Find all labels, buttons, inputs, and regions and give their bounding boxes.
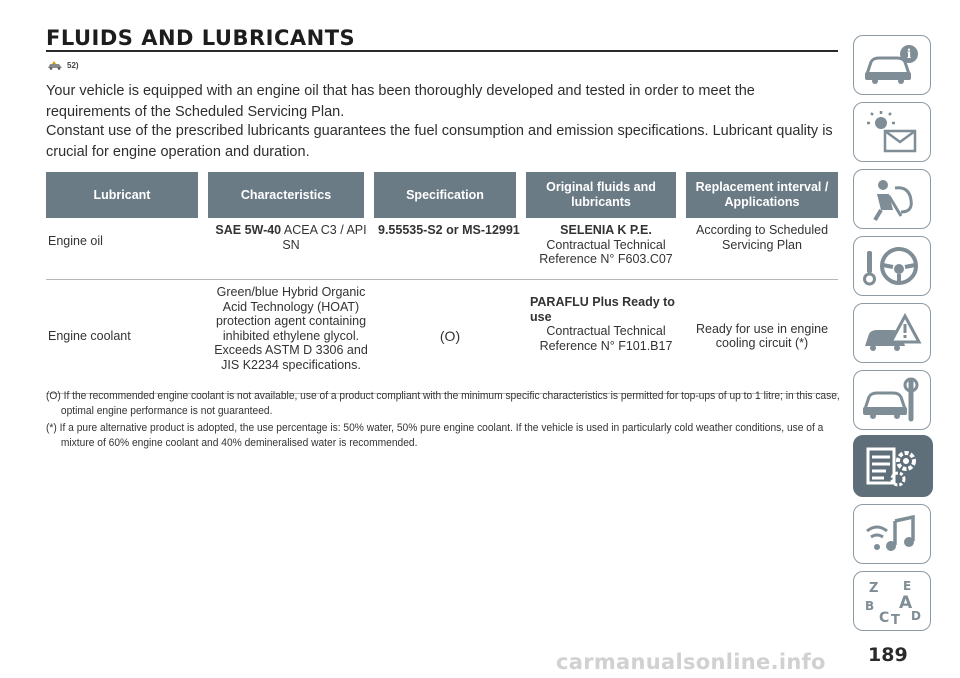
warning-lights-icon	[861, 109, 923, 155]
cell-specification: 9.55535-S2 or MS-12991	[374, 218, 526, 280]
index-letter: B	[865, 599, 875, 613]
index-icon	[861, 578, 923, 624]
steering-wheel-icon	[861, 243, 923, 289]
header-lubricant: Lubricant	[46, 172, 208, 218]
index-letter: D	[911, 609, 921, 623]
index-letter: A	[899, 593, 913, 613]
cell-interval: According to Scheduled Servicing Plan	[686, 218, 838, 280]
index-letter: E	[903, 579, 912, 593]
tab-multimedia[interactable]	[853, 504, 931, 564]
title-rule	[46, 50, 838, 52]
watermark: carmanualsonline.info	[556, 650, 826, 674]
footnote-asterisk: (*) If a pure alternative product is adopted, the use percentage is: 50% water, 50% pure engine coolant. If the vehicle is used in particularly cold weather conditions, use of a mixture of 60% engine coolant and 40% demineralised water is recommended.	[46, 422, 824, 449]
technical-specs-icon	[862, 443, 924, 489]
cell-characteristics	[208, 218, 374, 280]
safety-airbag-icon	[861, 176, 923, 222]
svg-text:i: i	[906, 47, 912, 61]
tab-safety[interactable]	[853, 169, 931, 229]
page-number: 189	[868, 644, 908, 666]
maintenance-icon	[861, 377, 923, 423]
cell-original-fluid	[526, 218, 686, 280]
cell-original-fluid	[526, 280, 686, 394]
tab-maintenance[interactable]	[853, 370, 931, 430]
footnote-o: (O) If the recommended engine coolant is not available, use of a product compliant with the minimum specific characteristics is permitted for top-ups of up to 1 litre; in this case, optimal engine performance is not guaranteed.	[46, 390, 840, 417]
tab-warning-lights[interactable]	[853, 102, 931, 162]
table-row	[46, 280, 838, 394]
fluid-name: SELENIA K P.E.	[560, 223, 652, 237]
viscosity-grade: SAE 5W-40	[215, 223, 282, 237]
cell-characteristics: Green/blue Hybrid Organic Acid Technology (HOAT) protection agent containing inhibited ethylene glycol. Exceeds ASTM D 3306 and JIS K2234 specifications.	[208, 280, 374, 394]
index-letter: C	[879, 610, 890, 624]
header-original-fluids: Original fluids and lubricants	[526, 172, 686, 218]
tab-technical-specs[interactable]	[853, 435, 933, 497]
footnotes	[46, 389, 842, 453]
fluid-reference: Contractual Technical Reference N° F603.C07	[539, 237, 673, 266]
cell-lubricant: Engine oil	[46, 218, 208, 280]
tab-emergency[interactable]	[853, 303, 931, 363]
intro-paragraph-2: Constant use of the prescribed lubricants guarantees the fuel consumption and emission specifications. Lubricant quality is crucial for engine operation and duration.	[46, 123, 833, 160]
header-characteristics: Characteristics	[208, 172, 374, 218]
warning-car-icon	[46, 60, 64, 70]
fluids-table	[46, 172, 838, 394]
cell-lubricant: Engine coolant	[46, 280, 208, 394]
tab-index[interactable]	[853, 571, 931, 631]
char-text: ACEA C3 / API SN	[281, 223, 367, 252]
cell-interval: Ready for use in engine cooling circuit (*)	[686, 280, 838, 394]
index-letter: Z	[869, 581, 879, 596]
tab-car-info[interactable]	[853, 35, 931, 95]
multimedia-icon	[861, 511, 923, 557]
header-replacement-interval: Replacement interval / Applications	[686, 172, 838, 218]
cell-specification: (O)	[374, 280, 526, 394]
fluid-name: PARAFLU Plus Ready to use	[530, 295, 675, 324]
table-header-row	[46, 172, 838, 218]
reference-note	[46, 60, 79, 70]
fluid-reference: Contractual Technical Reference N° F101.B17	[539, 324, 673, 353]
car-info-icon	[861, 42, 923, 88]
intro-paragraph-1: Your vehicle is equipped with an engine oil that has been thoroughly developed and tested in order to meet the requirements of the Scheduled Servicing Plan.	[46, 83, 755, 120]
emergency-icon	[861, 310, 923, 356]
index-letter: T	[891, 613, 900, 624]
header-specification: Specification	[374, 172, 526, 218]
table-row	[46, 218, 838, 280]
tab-starting-driving[interactable]	[853, 236, 931, 296]
page-title: FLUIDS AND LUBRICANTS	[46, 26, 356, 50]
reference-number: 52)	[67, 60, 79, 70]
